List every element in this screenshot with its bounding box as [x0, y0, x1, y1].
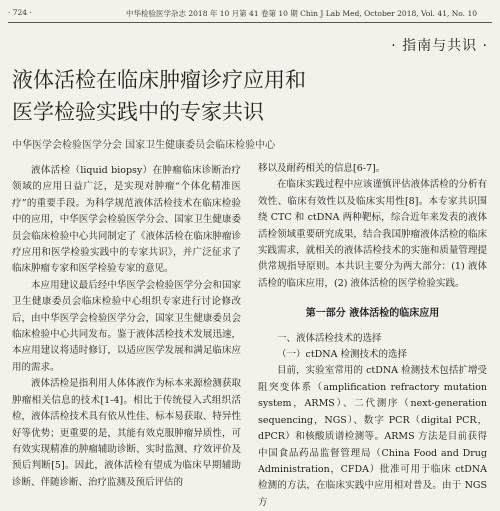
- paragraph: 本应用建议最后经中华医学会检验医学分会和国家卫生健康委员会临床检验中心组织专家进行讨论修改后，由中华医学会检验医学分会，国家卫生健康委员会临床检验中心共同发布。鉴于液体活检技术发展迅速，本应用建议将适时修订，以适应医学发展和满足临床应用的需求。: [12, 279, 241, 373]
- journal-citation-line: 中华检验医学杂志 2018 年 10 月第 41 卷第 10 期 Chin J Lab Med, October 2018, Vol. 41, No. 10: [126, 9, 477, 18]
- page-number: · 724 ·: [8, 8, 32, 17]
- left-column: [12, 163, 241, 491]
- paragraph: 在临床实践过程中应该谨慎评估液体活检的分析有效性、临床有效性以及临床实用性[8]。本专家共识围绕 CTC 和 ctDNA 两种靶标，综合近年来发表的液体活检领域重要研究成果，结合我国肿瘤液体活检的临床实践需求，就相关的液体活检技术的实施和质量管理提供常规指导原则。本共识主要分为两大部分：(1) 液体活检的临床应用，(2) 液体活检的医学检验实践。: [258, 179, 487, 289]
- section-tag: · 指南与共识 ·: [391, 38, 488, 54]
- paragraph-continuation: 移以及耐药相关的信息[6-7]。: [258, 163, 386, 174]
- subheading: 一、液体活检技术的选择: [277, 332, 382, 344]
- header-rule: [8, 22, 492, 23]
- paragraph: 目前，实验室常用的 ctDNA 检测技术包括扩增受阻突变体系（amplification refractory mutation system，ARMS）、二代测序（next-generation sequencing，NGS）、数字 PCR（digital PCR，dPCR）和核酸质谱检测等。ARMS 方法是目前获得中国食品药品监督管理局（China Food and Drug Administration，CFDA）批准可用于临床 ctDNA 检测的方法，在临床实践中应用相对普及。由于 NGS 方: [258, 365, 487, 508]
- part-heading: 第一部分 液体活检的临床应用: [305, 308, 440, 320]
- authors-line: 中华医学会检验医学分会 国家卫生健康委员会临床检验中心: [12, 140, 276, 151]
- paragraph: 液体活检（liquid biopsy）在肿瘤临床诊断治疗领域的应用日益广泛，是实现对肿瘤“个体化精准医疗”的重要手段。为科学规范液体活检技术在临床检验中的应用，中华医学会检验医学分会、国家卫生健康委员会临床检验中心共同制定了《液体活检在临床肿瘤诊疗应用和医学检验实践中的专家共识》，并广泛征求了临床肿瘤专家和医学检验专家的意见。: [12, 165, 241, 275]
- title-line-1: 液体活检在临床肿瘤诊疗应用和: [12, 68, 306, 92]
- subheading: （一）ctDNA 检测技术的选择: [277, 349, 407, 361]
- article-title: [12, 64, 482, 128]
- title-line-2: 医学检验实践中的专家共识: [12, 100, 264, 124]
- paragraph: 液体活检是指利用人体体液作为标本来源检测获取肿瘤相关信息的技术[1-4]。相比于传统侵入式组织活检，液体活检技术具有依从性佳、标本易获取、特异性好等优势；更重要的是，其能有效克服肿瘤异质性，可有效实现精准的肿瘤辅助诊断、实时监测、疗效评价及预后判断[5]。因此，液体活检有望成为临床早期辅助诊断、伴随诊断、治疗监测及预后评估的: [12, 378, 241, 488]
- right-column: [258, 161, 487, 511]
